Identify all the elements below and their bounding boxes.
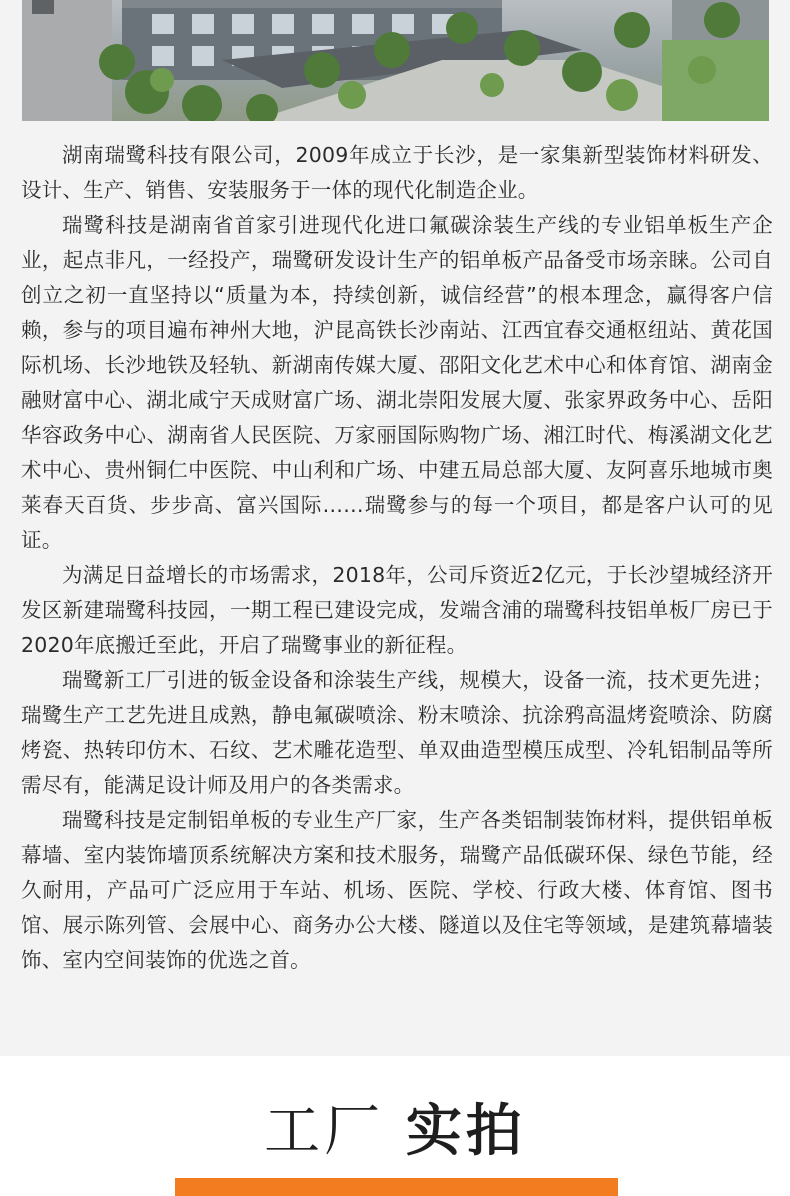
company-intro [21,138,773,978]
intro-paragraph-1: 湖南瑞鹭科技有限公司，2009年成立于长沙，是一家集新型装饰材料研发、设计、生产、销售、安装服务于一体的现代化制造企业。 [21,143,773,202]
factory-title-bold: 实拍 [405,1099,526,1164]
building-photo [22,0,769,121]
orange-banner-bar [175,1178,618,1196]
intro-paragraph-5: 瑞鹭科技是定制铝单板的专业生产厂家，生产各类铝制装饰材料，提供铝单板幕墙、室内装饰墙顶系统解决方案和技术服务，瑞鹭产品低碳环保、绿色节能，经久耐用，产品可广泛应用于车站、机场、医院、学校、行政大楼、体育馆、图书馆、展示陈列管、会展中心、商务办公大楼、隧道以及住宅等领域，是建筑幕墙装饰、室内空间装饰的优选之首。 [21,808,773,972]
building-photo-icon [22,0,769,121]
factory-section-title [0,1100,790,1164]
factory-title-light: 工厂 [264,1099,385,1164]
intro-paragraph-4: 瑞鹭新工厂引进的钣金设备和涂装生产线，规模大，设备一流，技术更先进；瑞鹭生产工艺先进且成熟，静电氟碳喷涂、粉末喷涂、抗涂鸦高温烤瓷喷涂、防腐烤瓷、热转印仿木、石纹、艺术雕花造型、单双曲造型模压成型、冷轧铝制品等所需尽有，能满足设计师及用户的各类需求。 [21,668,773,797]
intro-paragraph-3: 为满足日益增长的市场需求，2018年，公司斥资近2亿元，于长沙望城经济开发区新建瑞鹭科技园，一期工程已建设完成，发端含浦的瑞鹭科技铝单板厂房已于2020年底搬迁至此，开启了瑞鹭事业的新征程。 [21,563,773,657]
intro-paragraph-2: 瑞鹭科技是湖南省首家引进现代化进口氟碳涂装生产线的专业铝单板生产企业，起点非凡，一经投产，瑞鹭研发设计生产的铝单板产品备受市场亲睐。公司自创立之初一直坚持以“质量为本，持续创新，诚信经营”的根本理念，赢得客户信赖，参与的项目遍布神州大地，沪昆高铁长沙南站、江西宜春交通枢纽站、黄花国际机场、长沙地铁及轻轨、新湖南传媒大厦、邵阳文化艺术中心和体育馆、湖南金融财富中心、湖北咸宁天成财富广场、湖北崇阳发展大厦、张家界政务中心、岳阳华容政务中心、湖南省人民医院、万家丽国际购物广场、湘江时代、梅溪湖文化艺术中心、贵州铜仁中医院、中山利和广场、中建五局总部大厦、友阿喜乐地城市奥莱春天百货、步步高、富兴国际……瑞鹭参与的每一个项目，都是客户认可的见证。 [21,213,773,552]
factory-section [0,1056,790,1196]
